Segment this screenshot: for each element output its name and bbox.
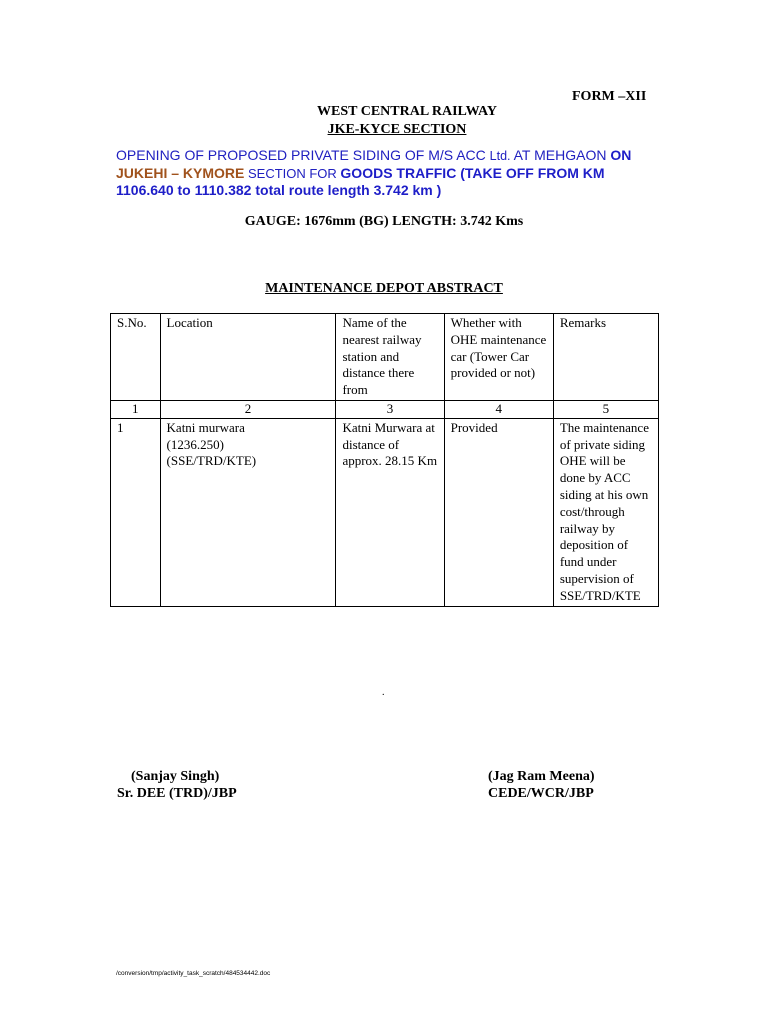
column-number: 2: [160, 400, 336, 418]
signatory-2-name: (Jag Ram Meena): [488, 769, 595, 784]
gauge-line: GAUGE: 1676mm (BG) LENGTH: 3.742 Kms: [244, 214, 524, 229]
cell-location: [160, 418, 336, 606]
subject-part-4: ON: [610, 147, 632, 163]
subject-part-1: OPENING OF PROPOSED PRIVATE SIDING OF M/S ACC: [116, 147, 490, 163]
location-km: (1236.250): [166, 436, 224, 452]
subject-part-3: AT MEHGAON: [510, 147, 611, 163]
signatory-2-title: CEDE/WCR/JBP: [488, 786, 594, 801]
cell-remarks: The maintenance of private siding OHE will be done by ACC siding at his own cost/through railway by deposition of fund under supervision of SSE/TRD/KTE: [553, 418, 658, 606]
cell-sno: 1: [111, 418, 161, 606]
subject-paragraph: [116, 147, 656, 199]
header-cell-remarks: Remarks: [553, 314, 658, 401]
maintenance-depot-table: [110, 313, 659, 607]
header-cell-sno: S.No.: [111, 314, 161, 401]
table-header-row: [111, 314, 659, 401]
organization-title: WEST CENTRAL RAILWAY: [317, 104, 497, 119]
location-name: Katni murwara: [166, 419, 245, 435]
subject-part-7: GOODS TRAFFIC (TAKE OFF FROM KM 1106.640 to 1110.382 total route length 3.742 km ): [116, 165, 605, 198]
column-number: 3: [336, 400, 444, 418]
table-title: MAINTENANCE DEPOT ABSTRACT: [265, 281, 503, 296]
header-cell-location: Location: [160, 314, 336, 401]
stray-mark: .: [382, 687, 385, 698]
header-cell-station: Name of the nearest railway station and distance there from: [336, 314, 444, 401]
signatory-1-name: (Sanjay Singh): [131, 769, 220, 784]
cell-ohe-car: Provided: [444, 418, 553, 606]
column-number: 4: [444, 400, 553, 418]
column-number-row: [111, 400, 659, 418]
subject-part-2: Ltd.: [489, 149, 511, 163]
subject-part-5: JUKEHI – KYMORE: [116, 165, 245, 181]
signatory-1-title: Sr. DEE (TRD)/JBP: [117, 786, 237, 801]
header-cell-ohe-car: Whether with OHE maintenance car (Tower Car provided or not): [444, 314, 553, 401]
form-number: FORM –XII: [572, 89, 647, 104]
cell-station: Katni Murwara at distance of approx. 28.15 Km: [336, 418, 444, 606]
column-number: 5: [553, 400, 658, 418]
location-depot: (SSE/TRD/KTE): [166, 453, 257, 469]
column-number: 1: [111, 400, 161, 418]
footer-file-path: /conversion/tmp/activity_task_scratch/484534442.doc: [116, 970, 271, 977]
section-title: JKE-KYCE SECTION: [327, 122, 467, 137]
subject-part-6: SECTION FOR: [244, 166, 341, 181]
table-row: [111, 418, 659, 606]
